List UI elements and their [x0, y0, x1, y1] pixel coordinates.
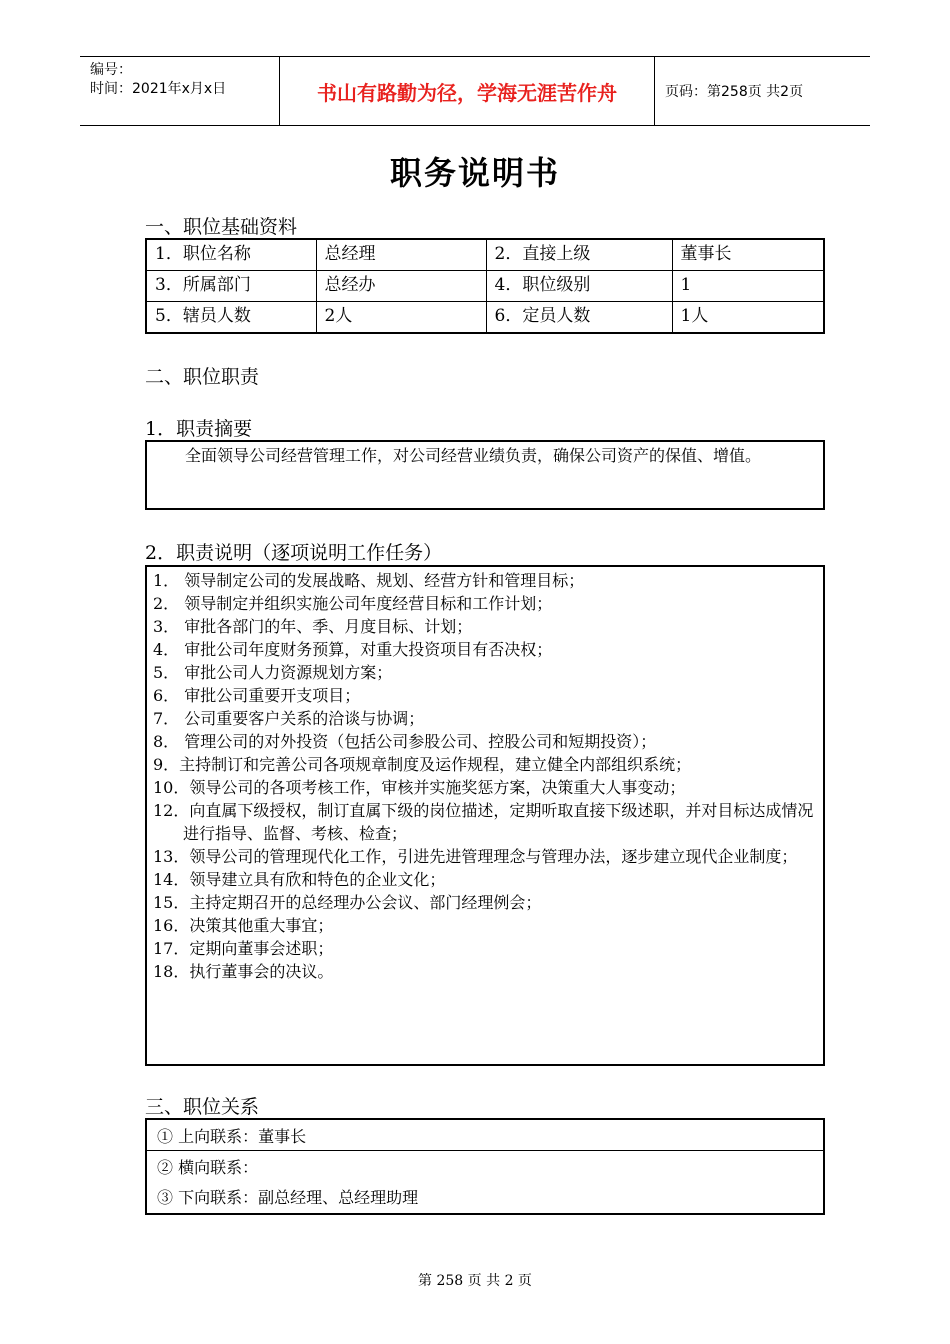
- upward-relation: ① 上向联系：董事长: [146, 1119, 824, 1151]
- duty-item: 13．领导公司的管理现代化工作，引进先进管理理念与管理办法，逐步建立现代企业制度；: [153, 847, 798, 866]
- table-row: [146, 302, 824, 334]
- duty-item: 10．领导公司的各项考核工作，审核并实施奖惩方案，决策重大人事变动；: [153, 778, 686, 797]
- duty-item: 15．主持定期召开的总经理办公会议、部门经理例会；: [153, 893, 542, 912]
- table-cell: 1人: [672, 302, 824, 334]
- section2-heading: 二、职位职责: [145, 366, 260, 388]
- page-header: [80, 56, 870, 126]
- relations-table: [145, 1118, 825, 1215]
- table-cell: 3．所属部门: [146, 271, 316, 302]
- relations-cell: [146, 1151, 824, 1215]
- table-cell: 5．辖员人数: [146, 302, 316, 334]
- duty-item: 14．领导建立具有欣和特色的企业文化；: [153, 870, 446, 889]
- table-cell: 总经办: [316, 271, 486, 302]
- duty-item: 8． 管理公司的对外投资（包括公司参股公司、控股公司和短期投资）；: [153, 732, 657, 751]
- table-cell: 2．直接上级: [486, 239, 672, 271]
- basic-info-table: [145, 238, 825, 334]
- section3-heading: 三、职位关系: [145, 1096, 260, 1118]
- duty-item: 16．决策其他重大事宜；: [153, 916, 334, 935]
- header-page-label: 页码：第258页 共2页: [665, 84, 804, 100]
- downward-relation: ③ 下向联系：副总经理、总经理助理: [157, 1188, 419, 1207]
- duties-heading: 2．职责说明（逐项说明工作任务）: [145, 542, 443, 564]
- section1-heading: 一、职位基础资料: [145, 216, 298, 238]
- table-cell: 4．职位级别: [486, 271, 672, 302]
- duty-item: 17．定期向董事会述职；: [153, 939, 334, 958]
- table-cell: 6．定员人数: [486, 302, 672, 334]
- table-cell: 2人: [316, 302, 486, 334]
- duty-item: 12．向直属下级授权，制订直属下级的岗位描述，定期听取直接下级述职，并对目标达成情况进行指导、监督、考核、检查；: [153, 801, 814, 843]
- duty-item: 3． 审批各部门的年、季、月度目标、计划；: [153, 617, 473, 636]
- duty-item: 4． 审批公司年度财务预算，对重大投资项目有否决权；: [153, 640, 553, 659]
- duty-item: 6． 审批公司重要开支项目；: [153, 686, 361, 705]
- table-row: [146, 271, 824, 302]
- page-footer: 第 258 页 共 2 页: [418, 1273, 532, 1289]
- table-cell: 1．职位名称: [146, 239, 316, 271]
- document-title: 职务说明书: [389, 154, 560, 192]
- table-row: [146, 1151, 824, 1215]
- table-row: [146, 1119, 824, 1151]
- duty-item: 9．主持制订和完善公司各项规章制度及运作规程，建立健全内部组织系统；: [153, 755, 692, 774]
- duty-item: 2． 领导制定并组织实施公司年度经营目标和工作计划；: [153, 594, 553, 613]
- duty-item: 18．执行董事会的决议。: [153, 962, 334, 981]
- summary-box: 全面领导公司经营管理工作，对公司经营业绩负责，确保公司资产的保值、增值。: [145, 440, 825, 510]
- duties-box: [145, 565, 825, 1066]
- duty-item: 7． 公司重要客户关系的洽谈与协调；: [153, 709, 425, 728]
- duty-item: 1． 领导制定公司的发展战略、规划、经营方针和管理目标；: [153, 571, 585, 590]
- table-cell: 1: [672, 271, 824, 302]
- number-label: 编号：: [90, 62, 132, 78]
- table-cell: 总经理: [316, 239, 486, 271]
- table-row: [146, 239, 824, 271]
- duty-item: 5． 审批公司人力资源规划方案；: [153, 663, 393, 682]
- header-motto: 书山有路勤为径，学海无涯苦作舟: [280, 57, 655, 125]
- table-cell: 董事长: [672, 239, 824, 271]
- header-meta: [80, 57, 280, 125]
- summary-heading: 1．职责摘要: [145, 418, 253, 440]
- horizontal-relation: ② 横向联系：: [157, 1158, 259, 1177]
- time-label: 时间：2021年x月x日: [90, 81, 227, 97]
